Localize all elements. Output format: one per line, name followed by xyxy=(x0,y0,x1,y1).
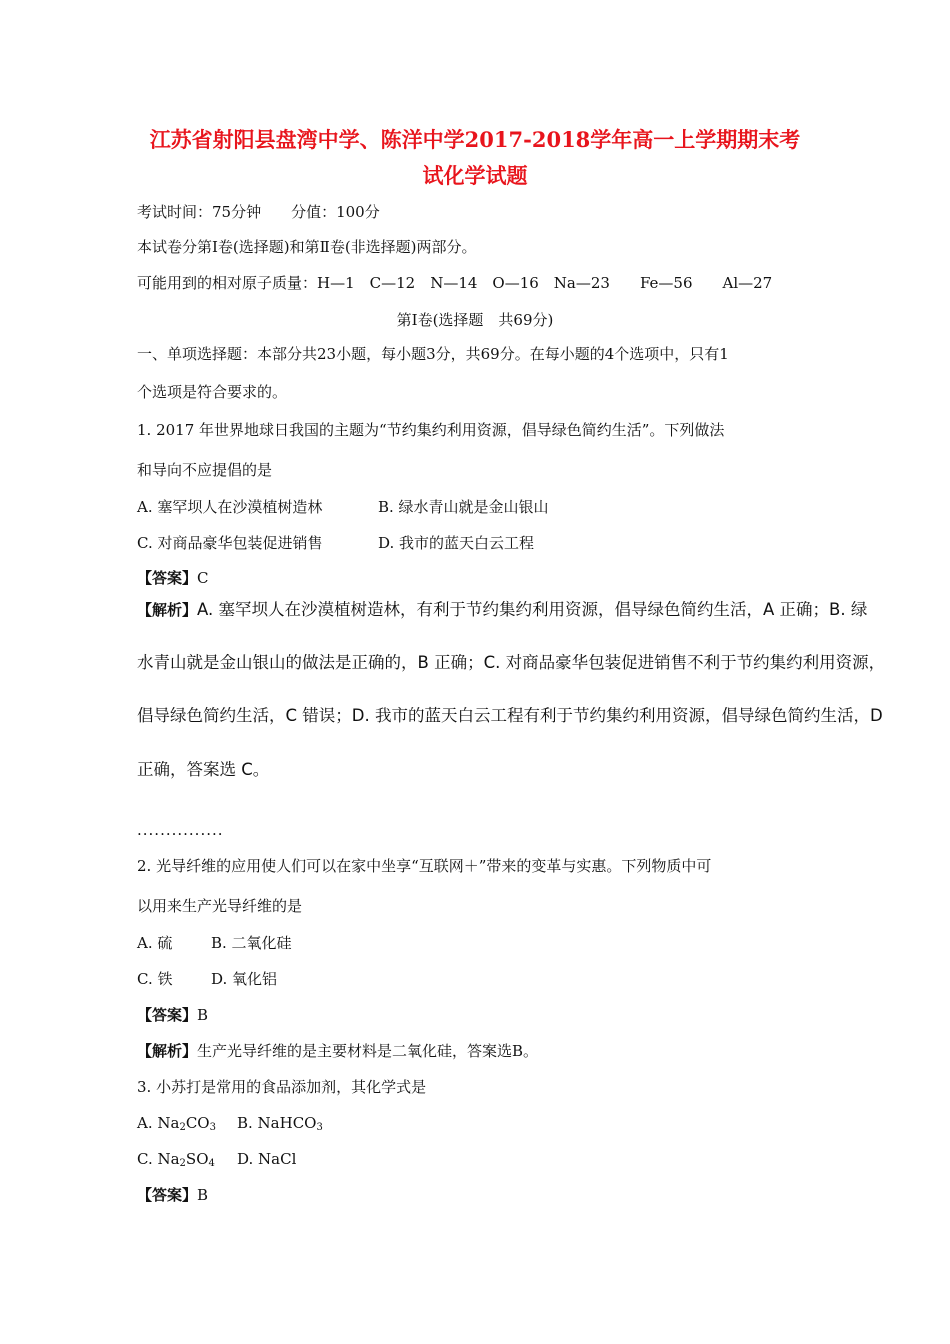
q2-analysis-text: 生产光导纤维的是主要材料是二氧化硅，答案选B。 xyxy=(197,1042,539,1060)
q2-option-row-2 xyxy=(137,969,278,989)
section1-title: 第Ⅰ卷(选择题 共69分) xyxy=(396,311,554,329)
q3-option-d: D. NaCl xyxy=(237,1150,297,1168)
q2-option-a: A. 硫 xyxy=(137,934,173,952)
q2-analysis xyxy=(137,1041,538,1061)
q2-answer xyxy=(137,1005,208,1025)
q1-analysis-2: 水青山就是金山银山的做法是正确的，B 正确；C. 对商品豪华包装促进销售不利于节约集约利用资源， xyxy=(137,653,886,672)
q1-stem-1: 1. 2017 年世界地球日我国的主题为“节约集约利用资源，倡导绿色简约生活”。下列做法 xyxy=(137,421,725,439)
q3-answer-label: 【答案】 xyxy=(137,1186,198,1204)
q2-answer-value: B xyxy=(197,1006,209,1024)
atomic-mass-list: 可能用到的相对原子质量：H—1 C—12 N—14 O—16 Na—23 Fe—56 Al—27 xyxy=(137,274,773,292)
doc-title-line-1: 江苏省射阳县盘湾中学、陈洋中学2017-2018学年高一上学期期末考 xyxy=(149,127,801,152)
q3-option-a: A. $Na_2CO_3$ xyxy=(137,1114,216,1133)
q1-option-a: A. 塞罕坝人在沙漠植树造林 xyxy=(137,498,323,516)
q3-option-row-2 xyxy=(137,1149,297,1174)
q1-answer-label: 【答案】 xyxy=(137,569,198,587)
q1-analysis-3: 倡导绿色简约生活，C 错误；D. 我市的蓝天白云工程有利于节约集约利用资源，倡导绿色简约生活，D xyxy=(137,706,883,725)
q1-option-row-2 xyxy=(137,533,535,553)
q1-option-row-1 xyxy=(137,497,549,517)
q1-analysis-4: 正确，答案选 C。 xyxy=(137,760,270,779)
q2-option-c: C. 铁 xyxy=(137,970,173,988)
q2-option-d: D. 氧化铝 xyxy=(211,970,278,988)
q2-stem-1: 2. 光导纤维的应用使人们可以在家中坐享“互联网＋”带来的变革与实惠。下列物质中可 xyxy=(137,857,712,875)
separator-dots: ............... xyxy=(137,821,224,839)
q2-analysis-label: 【解析】 xyxy=(137,1042,198,1060)
q3-answer-value: B xyxy=(197,1186,209,1204)
doc-title-line-2: 试化学试题 xyxy=(422,163,528,188)
q3-option-c: C. $Na_2SO_4$ xyxy=(137,1150,215,1169)
q1-option-c: C. 对商品豪华包装促进销售 xyxy=(137,534,323,552)
section1-intro-2: 个选项是符合要求的。 xyxy=(137,383,288,401)
exam-time: 考试时间：75分钟 分值：100分 xyxy=(137,203,380,221)
q1-stem-2: 和导向不应提倡的是 xyxy=(137,461,273,479)
q1-option-d: D. 我市的蓝天白云工程 xyxy=(378,534,535,552)
q3-option-b: B. NaHCO$_3$ xyxy=(237,1114,323,1133)
q1-analysis-1 xyxy=(137,600,867,620)
q2-option-b: B. 二氧化硅 xyxy=(211,934,292,952)
q1-analysis-label: 【解析】 xyxy=(137,601,198,619)
q2-option-row-1 xyxy=(137,933,292,953)
q1-answer-value: C xyxy=(197,569,209,587)
q1-option-b: B. 绿水青山就是金山银山 xyxy=(378,498,549,516)
q1-answer xyxy=(137,568,209,588)
q1-analysis-text-1: A. 塞罕坝人在沙漠植树造林，有利于节约集约利用资源，倡导绿色简约生活，A 正确；B. 绿 xyxy=(197,600,868,619)
q3-answer xyxy=(137,1185,208,1205)
q3-option-row-1 xyxy=(137,1113,323,1138)
section1-intro-1: 一、单项选择题：本部分共23小题，每小题3分，共69分。在每小题的4个选项中，只有1 xyxy=(137,345,729,363)
q2-stem-2: 以用来生产光导纤维的是 xyxy=(137,897,303,915)
q2-answer-label: 【答案】 xyxy=(137,1006,198,1024)
q3-stem: 3. 小苏打是常用的食品添加剂，其化学式是 xyxy=(137,1078,427,1096)
exam-structure: 本试卷分第Ⅰ卷(选择题)和第Ⅱ卷(非选择题)两部分。 xyxy=(137,238,477,256)
